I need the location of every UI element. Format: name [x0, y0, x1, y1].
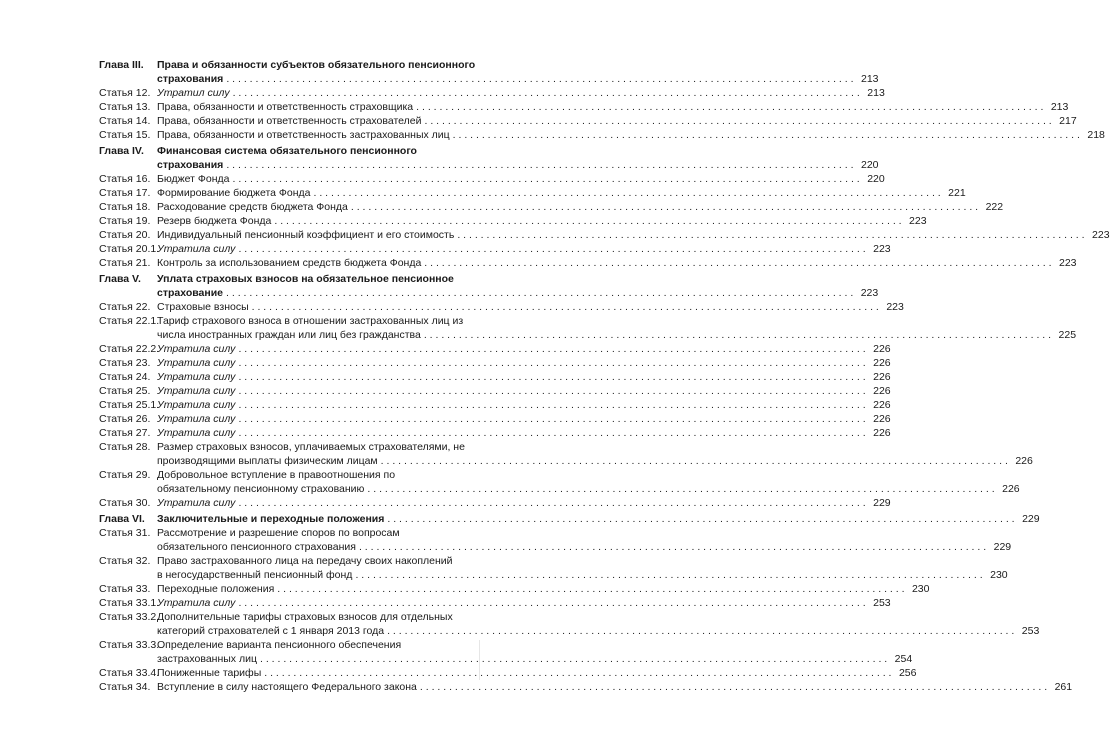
toc-entry-label: Глава V. [99, 273, 141, 285]
toc-article-entry [99, 300, 904, 314]
toc-article-entry [99, 412, 891, 426]
toc-entry-body [157, 554, 1008, 582]
dot-leader [226, 286, 853, 300]
toc-page-number: 229 [873, 497, 891, 509]
toc-chapter-entry [99, 512, 1040, 526]
toc-entry-body [157, 300, 904, 314]
toc-page-number: 256 [898, 667, 917, 679]
toc-entry-title-line: Права, обязанности и ответственность страхователей [157, 115, 422, 127]
toc-entry-title-line: Переходные положения [157, 583, 275, 595]
toc-page-number: 223 [886, 301, 904, 313]
toc-entry-title-line: Резерв бюджета Фонда [157, 215, 272, 227]
toc-entry-label: Статья 22.1. [99, 315, 160, 327]
page-edge-mark [479, 640, 480, 680]
toc-page-number: 229 [993, 541, 1012, 553]
toc-entry-label: Статья 29. [99, 469, 151, 481]
dot-leader [264, 666, 891, 680]
toc-entry-body [157, 512, 1040, 526]
dot-leader [457, 228, 1084, 242]
toc-page-number: 253 [873, 597, 891, 609]
dot-leader [226, 158, 853, 172]
toc-entry-title-line: Утратила силу [157, 413, 236, 425]
toc-entry-label: Статья 20. [99, 229, 151, 241]
toc-entry-last-line [157, 342, 891, 356]
toc-entry-title-line: Права и обязанности субъектов обязательного пенсионного [157, 59, 476, 71]
toc-entry-title-line: обязательного пенсионного страхования [157, 541, 356, 553]
dot-leader [367, 482, 994, 496]
toc-entry-title-line: Утратила силу [157, 399, 236, 411]
table-of-contents [99, 56, 1110, 694]
toc-entry-last-line [157, 286, 878, 300]
toc-entry-title-line: Утратила силу [157, 243, 236, 255]
toc-entry-title-line: Утратила силу [157, 497, 236, 509]
toc-page-number: 230 [911, 583, 930, 595]
dot-leader [238, 370, 865, 384]
toc-article-entry [99, 496, 891, 510]
toc-page-number: 220 [867, 173, 885, 185]
toc-entry-last-line [157, 568, 1008, 582]
toc-article-entry [99, 440, 1033, 468]
toc-article-entry [99, 186, 966, 200]
toc-entry-label: Статья 33.1. [99, 597, 160, 609]
toc-entry-title-line: Расходование средств бюджета Фонда [157, 201, 348, 213]
toc-entry-label: Статья 13. [99, 101, 151, 113]
toc-entry-body [157, 86, 885, 100]
toc-entry-label: Статья 19. [99, 215, 151, 227]
toc-entry-label: Статья 33.2. [99, 611, 160, 623]
toc-chapter-entry [99, 58, 879, 86]
toc-entry-label: Статья 22. [99, 301, 151, 313]
toc-entry-body [157, 256, 1077, 270]
toc-entry-last-line [157, 242, 891, 256]
toc-page-number: 226 [873, 413, 891, 425]
toc-entry-title-line: Формирование бюджета Фонда [157, 187, 311, 199]
toc-entry-label: Статья 16. [99, 173, 151, 185]
toc-entry-last-line [157, 496, 891, 510]
toc-entry-title-line: производящими выплаты физическим лицам [157, 455, 378, 467]
toc-entry-last-line [157, 300, 904, 314]
toc-entry-body [157, 468, 1020, 496]
toc-entry-body [157, 440, 1033, 468]
toc-entry-last-line [157, 228, 1110, 242]
toc-entry-last-line [157, 72, 879, 86]
dot-leader [238, 356, 865, 370]
toc-page-number: 225 [1058, 329, 1077, 341]
toc-entry-last-line [157, 356, 891, 370]
dot-leader [274, 214, 901, 228]
toc-entry-label: Статья 31. [99, 527, 151, 539]
toc-entry-last-line [157, 482, 1020, 496]
toc-chapter-entry [99, 144, 879, 172]
toc-entry-last-line [157, 680, 1072, 694]
toc-article-entry [99, 554, 1008, 582]
dot-leader [260, 652, 887, 666]
toc-page-number: 222 [985, 201, 1004, 213]
toc-entry-title-line: страхования [157, 159, 224, 171]
dot-leader [313, 186, 940, 200]
toc-entry-last-line [157, 114, 1077, 128]
toc-entry-label: Статья 20.1. [99, 243, 160, 255]
toc-entry-body [157, 610, 1039, 638]
toc-entry-label: Глава VI. [99, 513, 145, 525]
toc-entry-title-line: Рассмотрение и разрешение споров по вопросам [157, 527, 400, 539]
toc-article-entry [99, 100, 1069, 114]
dot-leader [238, 242, 865, 256]
toc-page-number: 229 [1022, 513, 1040, 525]
toc-entry-label: Статья 17. [99, 187, 151, 199]
toc-entry-title-line: Уплата страховых взносов на обязательное пенсионное [157, 273, 454, 285]
toc-chapter-entry [99, 272, 879, 300]
dot-leader [233, 86, 860, 100]
toc-page-number: 230 [990, 569, 1008, 581]
toc-entry-body [157, 680, 1072, 694]
toc-entry-body [157, 272, 878, 300]
toc-entry-last-line [157, 512, 1040, 526]
toc-entry-label: Статья 25. [99, 385, 151, 397]
toc-page-number: 226 [873, 385, 891, 397]
toc-entry-last-line [157, 158, 879, 172]
toc-entry-title-line: Дополнительные тарифы страховых взносов для отдельных [157, 611, 453, 623]
toc-entry-title-line: Бюджет Фонда [157, 173, 230, 185]
toc-entry-label: Статья 26. [99, 413, 151, 425]
toc-page-number: 226 [873, 427, 891, 439]
toc-article-entry [99, 242, 891, 256]
toc-entry-label: Статья 32. [99, 555, 151, 567]
dot-leader [238, 398, 865, 412]
dot-leader [387, 624, 1014, 638]
toc-entry-last-line [157, 398, 891, 412]
toc-entry-title-line: страхования [157, 73, 224, 85]
toc-entry-title-line: категорий страхователей с 1 января 2013 года [157, 625, 385, 637]
toc-article-entry [99, 468, 1020, 496]
toc-entry-title-line: Утратила силу [157, 427, 236, 439]
toc-entry-title-line: Вступление в силу настоящего Федерального закона [157, 681, 417, 693]
toc-entry-label: Статья 22.2. [99, 343, 160, 355]
toc-entry-title-line: Пониженные тарифы [157, 667, 262, 679]
toc-entry-label: Статья 27. [99, 427, 151, 439]
toc-entry-last-line [157, 86, 885, 100]
toc-entry-body [157, 398, 891, 412]
toc-article-entry [99, 582, 930, 596]
toc-entry-body [157, 114, 1077, 128]
toc-entry-body [157, 186, 966, 200]
toc-entry-title-line: Финансовая система обязательного пенсионного [157, 145, 417, 157]
toc-entry-body [157, 596, 891, 610]
toc-entry-body [157, 412, 891, 426]
toc-entry-last-line [157, 582, 930, 596]
dot-leader [238, 496, 865, 510]
toc-article-entry [99, 370, 891, 384]
toc-entry-label: Глава IV. [99, 145, 144, 157]
dot-leader [226, 72, 853, 86]
toc-entry-last-line [157, 214, 927, 228]
toc-entry-last-line [157, 200, 1003, 214]
toc-page-number: 213 [867, 87, 885, 99]
dot-leader [238, 412, 865, 426]
toc-entry-last-line [157, 666, 916, 680]
dot-leader [453, 128, 1080, 142]
toc-entry-title-line: Утратила силу [157, 371, 236, 383]
toc-entry-label: Статья 33.3. [99, 639, 160, 651]
dot-leader [238, 384, 865, 398]
toc-article-entry [99, 256, 1077, 270]
toc-page-number: 220 [861, 159, 879, 171]
toc-entry-body [157, 356, 891, 370]
toc-entry-body [157, 200, 1003, 214]
toc-entry-body [157, 496, 891, 510]
toc-entry-title-line: Утратил силу [157, 87, 230, 99]
toc-entry-title-line: Право застрахованного лица на передачу своих накоплений [157, 555, 453, 567]
toc-entry-body [157, 370, 891, 384]
toc-entry-title-line: обязательному пенсионному страхованию [157, 483, 365, 495]
toc-entry-title-line: Утратила силу [157, 343, 236, 355]
toc-entry-label: Статья 25.1. [99, 399, 160, 411]
toc-entry-last-line [157, 172, 885, 186]
toc-page-number: 213 [861, 73, 879, 85]
toc-entry-body [157, 582, 930, 596]
toc-entry-body [157, 214, 927, 228]
dot-leader [420, 680, 1047, 694]
toc-article-entry [99, 398, 891, 412]
toc-entry-label: Глава III. [99, 59, 144, 71]
toc-entry-body [157, 172, 885, 186]
toc-entry-title-line: Права, обязанности и ответственность страховщика [157, 101, 414, 113]
dot-leader [238, 596, 865, 610]
toc-article-entry [99, 128, 1105, 142]
toc-article-entry [99, 114, 1077, 128]
toc-entry-title-line: страхование [157, 287, 224, 299]
toc-page-number: 218 [1087, 129, 1105, 141]
toc-entry-title-line: Утратила силу [157, 597, 236, 609]
toc-entry-body [157, 228, 1110, 242]
toc-entry-last-line [157, 412, 891, 426]
toc-entry-body [157, 342, 891, 356]
toc-page-number: 226 [873, 371, 891, 383]
toc-entry-last-line [157, 128, 1105, 142]
toc-page-number: 261 [1054, 681, 1073, 693]
toc-entry-label: Статья 33.4. [99, 667, 160, 679]
toc-page-number: 213 [1050, 101, 1069, 113]
toc-page-number: 226 [873, 357, 891, 369]
toc-entry-last-line [157, 256, 1077, 270]
dot-leader [351, 200, 978, 214]
toc-article-entry [99, 426, 891, 440]
toc-entry-body [157, 384, 891, 398]
toc-article-entry [99, 86, 885, 100]
toc-article-entry [99, 172, 885, 186]
toc-entry-last-line [157, 186, 966, 200]
toc-entry-title-line: Определение варианта пенсионного обеспечения [157, 639, 402, 651]
toc-entry-body [157, 128, 1105, 142]
toc-page-number: 226 [873, 343, 891, 355]
toc-entry-title-line: Размер страховых взносов, уплачиваемых страхователями, не [157, 441, 465, 453]
toc-article-entry [99, 666, 917, 680]
toc-entry-title-line: Утратила силу [157, 357, 236, 369]
toc-entry-label: Статья 28. [99, 441, 151, 453]
toc-article-entry [99, 228, 1110, 242]
toc-entry-last-line [157, 328, 1076, 342]
toc-article-entry [99, 610, 1040, 638]
toc-entry-label: Статья 21. [99, 257, 151, 269]
toc-entry-label: Статья 12. [99, 87, 151, 99]
dot-leader [387, 512, 1014, 526]
toc-entry-last-line [157, 540, 1011, 554]
toc-page-number: 221 [948, 187, 966, 199]
toc-page-number: 223 [1058, 257, 1077, 269]
toc-page-number: 223 [860, 287, 879, 299]
toc-page-number: 253 [1021, 625, 1040, 637]
toc-entry-body [157, 144, 879, 172]
toc-article-entry [99, 356, 891, 370]
toc-page-number: 217 [1059, 115, 1077, 127]
dot-leader [424, 114, 1051, 128]
toc-entry-last-line [157, 596, 891, 610]
toc-entry-label: Статья 33. [99, 583, 151, 595]
toc-entry-title-line: Индивидуальный пенсионный коэффициент и его стоимость [157, 229, 455, 241]
toc-article-entry [99, 384, 891, 398]
toc-entry-last-line [157, 370, 891, 384]
toc-entry-label: Статья 34. [99, 681, 151, 693]
toc-entry-title-line: числа иностранных граждан или лиц без гражданства [157, 329, 421, 341]
toc-article-entry [99, 526, 1012, 554]
toc-page-number: 223 [873, 243, 891, 255]
toc-article-entry [99, 314, 1077, 342]
dot-leader [277, 582, 904, 596]
toc-entry-body [157, 666, 916, 680]
toc-entry-body [157, 638, 912, 666]
toc-entry-title-line: Страховые взносы [157, 301, 249, 313]
toc-article-entry [99, 214, 927, 228]
dot-leader [424, 256, 1051, 270]
toc-entry-label: Статья 24. [99, 371, 151, 383]
toc-page-number: 226 [873, 399, 891, 411]
toc-entry-title-line: Контроль за использованием средств бюджета Фонда [157, 257, 422, 269]
toc-entry-last-line [157, 426, 891, 440]
dot-leader [238, 342, 865, 356]
toc-page-number: 226 [1002, 483, 1020, 495]
toc-entry-body [157, 526, 1011, 554]
toc-entry-title-line: застрахованных лиц [157, 653, 257, 665]
toc-entry-last-line [157, 100, 1068, 114]
toc-entry-body [157, 100, 1068, 114]
toc-entry-label: Статья 23. [99, 357, 151, 369]
toc-entry-last-line [157, 454, 1033, 468]
dot-leader [416, 100, 1043, 114]
toc-article-entry [99, 680, 1073, 694]
toc-article-entry [99, 638, 913, 666]
dot-leader [233, 172, 860, 186]
toc-entry-last-line [157, 384, 891, 398]
toc-entry-last-line [157, 624, 1039, 638]
dot-leader [424, 328, 1051, 342]
dot-leader [252, 300, 879, 314]
toc-entry-body [157, 314, 1076, 342]
toc-entry-last-line [157, 652, 912, 666]
toc-entry-body [157, 242, 891, 256]
toc-entry-title-line: Тариф страхового взноса в отношении застрахованных лиц из [157, 315, 464, 327]
toc-entry-title-line: Добровольное вступление в правоотношения по [157, 469, 396, 481]
toc-entry-title-line: Заключительные и переходные положения [157, 513, 385, 525]
toc-page-number: 254 [894, 653, 913, 665]
toc-article-entry [99, 200, 1004, 214]
toc-page-number: 223 [909, 215, 927, 227]
toc-entry-body [157, 426, 891, 440]
dot-leader [359, 540, 986, 554]
toc-page-number: 223 [1092, 229, 1110, 241]
toc-entry-label: Статья 30. [99, 497, 151, 509]
dot-leader [238, 426, 865, 440]
toc-entry-body [157, 58, 879, 86]
toc-entry-label: Статья 14. [99, 115, 151, 127]
toc-entry-label: Статья 18. [99, 201, 151, 213]
toc-entry-title-line: Права, обязанности и ответственность застрахованных лиц [157, 129, 450, 141]
toc-entry-title-line: в негосударственный пенсионный фонд [157, 569, 353, 581]
dot-leader [381, 454, 1008, 468]
toc-entry-title-line: Утратила силу [157, 385, 236, 397]
toc-page-number: 226 [1015, 455, 1033, 467]
toc-article-entry [99, 342, 891, 356]
toc-article-entry [99, 596, 891, 610]
dot-leader [355, 568, 982, 582]
toc-entry-label: Статья 15. [99, 129, 151, 141]
